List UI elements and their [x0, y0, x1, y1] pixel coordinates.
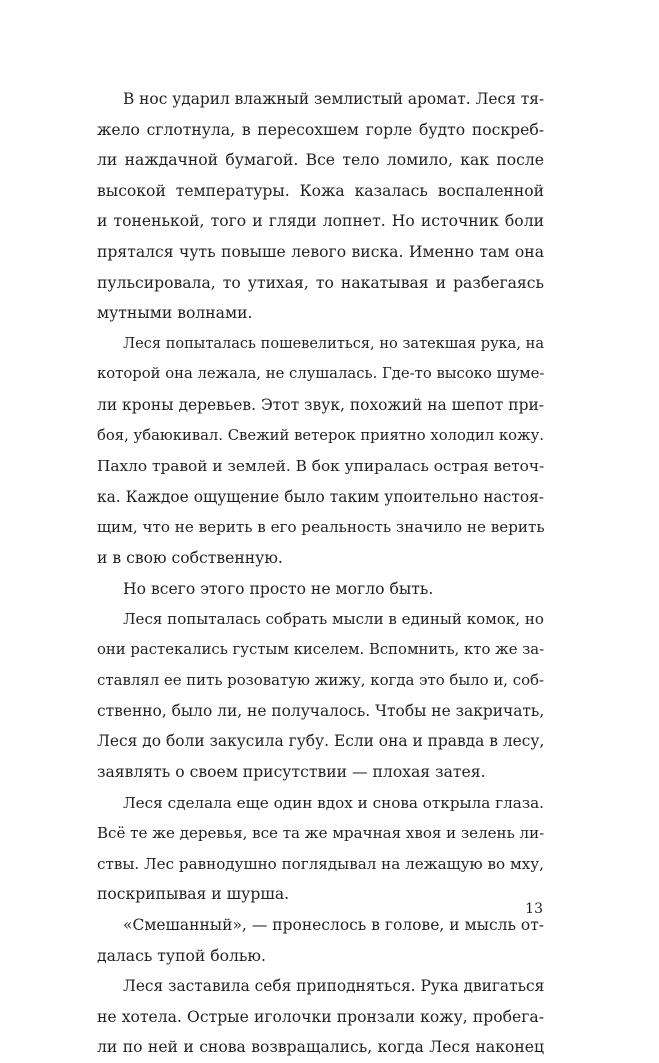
text-line: и тоненькой, того и гляди лопнет. Но источник боли	[97, 212, 544, 231]
text-line: жело сглотнула, в пересохшем горле будто поскреб-	[97, 120, 544, 139]
text-line: мутными волнами.	[97, 304, 253, 323]
text-line: Леся заставила себя приподняться. Рука двигаться	[123, 977, 545, 996]
text-line: Леся сделала еще один вдох и снова открыла глаза.	[123, 793, 544, 812]
page-number: 13	[525, 901, 543, 917]
text-line: щим, что не верить в его реальность значило не верить	[97, 518, 545, 537]
text-line: они растекались густым киселем. Вспомнить, кто же за-	[97, 640, 545, 658]
text-line: далась тупой болью.	[97, 946, 266, 965]
text-line: Всё те же деревья, все та же мрачная хвоя и зелень ли-	[97, 824, 545, 843]
text-line: «Смешанный», — пронеслось в голове, и мысль от-	[123, 916, 544, 935]
text-line: ственно, было ли, не получалось. Чтобы не закричать,	[97, 701, 545, 720]
text-line: Но всего этого просто не могло быть.	[123, 579, 434, 598]
text-line: поскрипывая и шурша.	[97, 885, 290, 904]
text-line: Пахло травой и землей. В бок упиралась острая веточ-	[97, 457, 545, 476]
text-line: В нос ударил влажный землистый аромат. Леся тя-	[123, 90, 545, 108]
text-line: которой она лежала, не слушалась. Где-то высоко шуме-	[97, 365, 545, 383]
text-line: Леся попыталась пошевелиться, но затекшая рука, на	[123, 335, 544, 352]
text-line: и в свою собственную.	[97, 548, 283, 567]
text-line: не хотела. Острые иголочки пронзали кожу, пробега-	[97, 1007, 544, 1026]
text-line: Леся попыталась собрать мысли в единый комок, но	[123, 610, 544, 629]
text-line: пульсировала, то утихая, то накатывая и разбегаясь	[97, 273, 544, 292]
text-line: высокой температуры. Кожа казалась воспаленной	[97, 181, 544, 200]
text-line: ставлял ее пить розоватую жижу, когда это было и, соб-	[97, 671, 545, 690]
text-line: заявлять о своем присутствии — плохая затея.	[97, 763, 486, 782]
text-line: ли по ней и снова возвращались, когда Леся наконец	[97, 1038, 544, 1057]
text-line: Леся до боли закусила губу. Если она и правда в лесу,	[97, 732, 545, 751]
text-line: боя, убаюкивал. Свежий ветерок приятно холодил кожу.	[97, 426, 544, 444]
body-text	[97, 84, 544, 1063]
text-line: прятался чуть повыше левого виска. Именно там она	[97, 242, 544, 261]
text-line: ли наждачной бумагой. Все тело ломило, как после	[97, 151, 544, 170]
text-line: ка. Каждое ощущение было таким упоительно настоя-	[97, 487, 544, 506]
text-line: ли кроны деревьев. Этот звук, похожий на шепот при-	[97, 395, 544, 414]
text-line: ствы. Лес равнодушно поглядывал на лежащую во мху,	[97, 854, 544, 873]
